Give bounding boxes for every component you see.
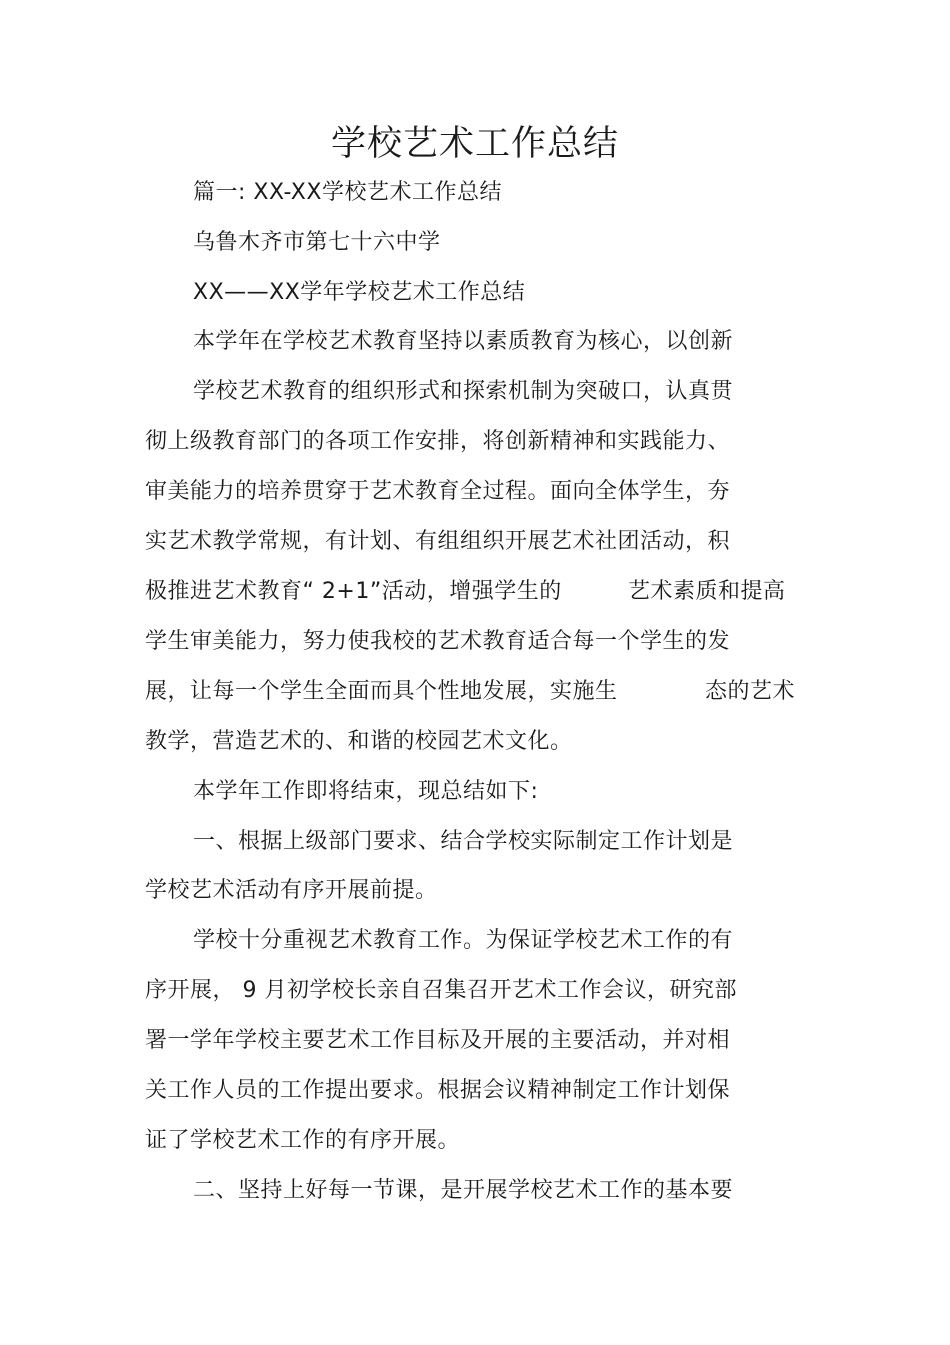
text-line-21: 二、坚持上好每一节课，是开展学校艺术工作的基本要 — [193, 1178, 734, 1203]
text-line-20: 证了学校艺术工作的有序开展。 — [145, 1128, 461, 1153]
text-line-12: 教学，营造艺术的、和谐的校园艺术文化。 — [145, 729, 573, 754]
text-line-3: XX——XX学年学校艺术工作总结 — [193, 280, 526, 305]
text-line-11b: 态的艺术 — [705, 679, 796, 704]
text-line-9b: 艺术素质和提高 — [628, 579, 786, 604]
text-line-9a: 极推进艺术教育“ 2+1”活动，增强学生的 — [145, 579, 562, 604]
text-line-19: 关工作人员的工作提出要求。根据会议精神制定工作计划保 — [145, 1078, 731, 1103]
text-line-5: 学校艺术教育的组织形式和探索机制为突破口，认真贯 — [193, 379, 734, 404]
text-line-1: 篇一: XX-XX学校艺术工作总结 — [193, 180, 502, 205]
text-line-6: 彻上级教育部门的各项工作安排，将创新精神和实践能力、 — [145, 429, 731, 454]
text-line-10: 学生审美能力，努力使我校的艺术教育适合每一个学生的发 — [145, 629, 731, 654]
text-line-7: 审美能力的培养贯穿于艺术教育全过程。面向全体学生，夯 — [145, 479, 731, 504]
text-line-8: 实艺术教学常规，有计划、有组组织开展艺术社团活动，积 — [145, 529, 731, 554]
document-title: 学校艺术工作总结 — [330, 124, 619, 164]
text-line-16: 学校十分重视艺术教育工作。为保证学校艺术工作的有 — [193, 928, 734, 953]
text-line-2: 乌鲁木齐市第七十六中学 — [193, 230, 441, 255]
text-line-11a: 展，让每一个学生全面而具个性地发展，实施生 — [145, 679, 618, 704]
text-line-13: 本学年工作即将结束，现总结如下: — [193, 779, 539, 804]
text-line-15: 学校艺术活动有序开展前提。 — [145, 878, 438, 903]
text-line-14: 一、根据上级部门要求、结合学校实际制定工作计划是 — [193, 829, 734, 854]
text-line-4: 本学年在学校艺术教育坚持以素质教育为核心，以创新 — [193, 329, 734, 354]
text-line-18: 署一学年学校主要艺术工作目标及开展的主要活动，并对相 — [145, 1028, 731, 1053]
text-line-17: 序开展， 9 月初学校长亲自召集召开艺术工作会议，研究部 — [145, 978, 737, 1003]
